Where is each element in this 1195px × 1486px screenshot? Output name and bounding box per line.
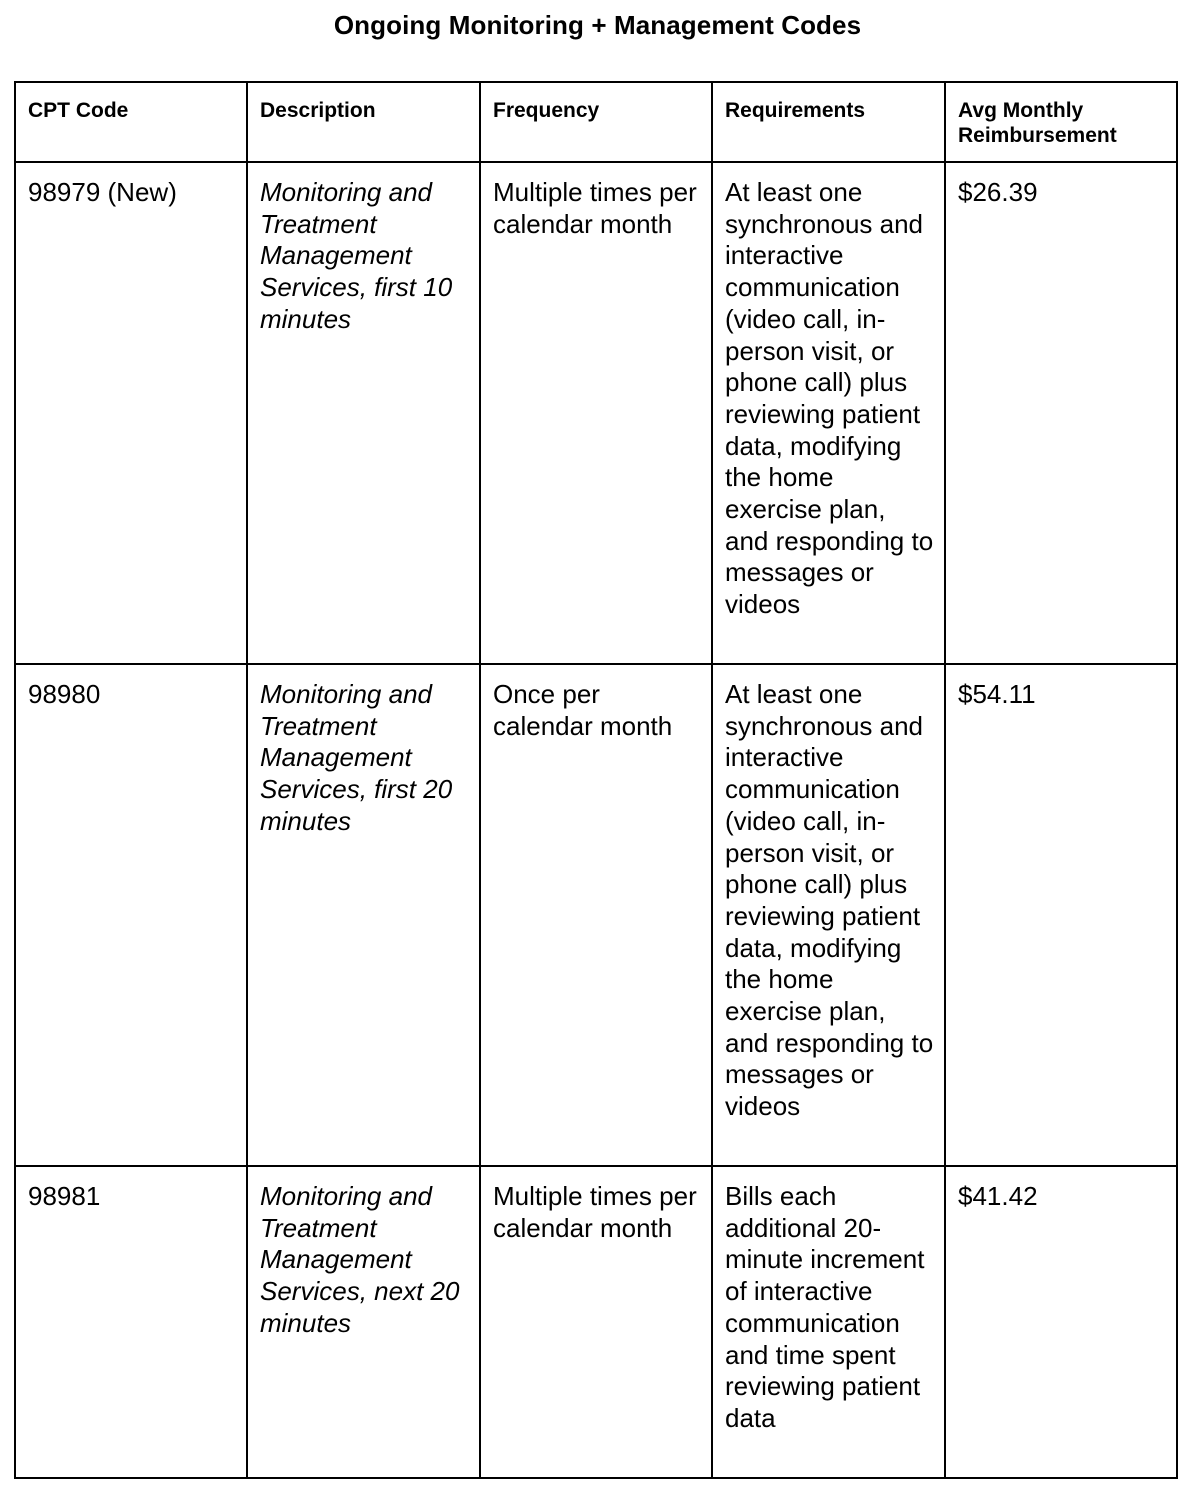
cell-reimbursement: $54.11 — [945, 664, 1177, 1166]
header-requirements: Requirements — [712, 82, 945, 162]
cell-cpt-code: 98979 (New) — [15, 162, 247, 664]
table-row — [15, 1166, 1177, 1478]
cell-reimbursement: $26.39 — [945, 162, 1177, 664]
cell-cpt-code: 98980 — [15, 664, 247, 1166]
cell-description: Monitoring and Treatment Management Services, next 20 minutes — [247, 1166, 480, 1478]
header-avg-monthly-reimbursement: Avg Monthly Reimbursement — [945, 82, 1177, 162]
cell-requirements: At least one synchronous and interactive communication (video call, in-person visit, or phone call) plus reviewing patient data, modifying the home exercise plan, and responding to messages or videos — [712, 162, 945, 664]
header-description: Description — [247, 82, 480, 162]
document-title: Ongoing Monitoring + Management Codes — [333, 10, 862, 40]
cpt-codes-table — [14, 81, 1178, 1479]
table-row — [15, 664, 1177, 1166]
table-header-row — [15, 82, 1177, 162]
header-frequency: Frequency — [480, 82, 712, 162]
header-cpt-code: CPT Code — [15, 82, 247, 162]
cell-requirements: Bills each additional 20-minute increment of interactive communication and time spent reviewing patient data — [712, 1166, 945, 1478]
cell-reimbursement: $41.42 — [945, 1166, 1177, 1478]
cell-description: Monitoring and Treatment Management Services, first 20 minutes — [247, 664, 480, 1166]
cell-frequency: Once per calendar month — [480, 664, 712, 1166]
cell-frequency: Multiple times per calendar month — [480, 162, 712, 664]
cell-frequency: Multiple times per calendar month — [480, 1166, 712, 1478]
table-row — [15, 162, 1177, 664]
cell-requirements: At least one synchronous and interactive communication (video call, in-person visit, or phone call) plus reviewing patient data, modifying the home exercise plan, and responding to messages or videos — [712, 664, 945, 1166]
cell-cpt-code: 98981 — [15, 1166, 247, 1478]
cell-description: Monitoring and Treatment Management Services, first 10 minutes — [247, 162, 480, 664]
